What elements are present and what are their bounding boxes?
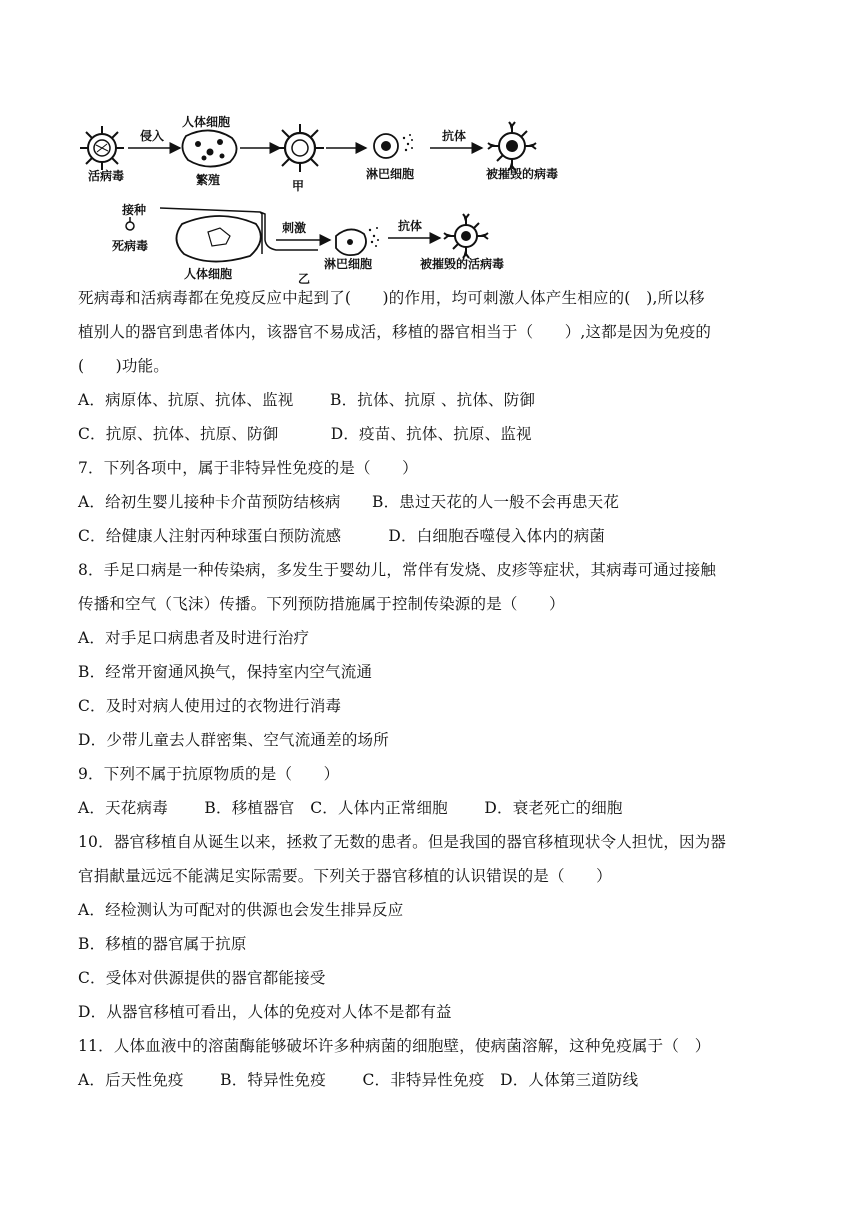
text-line: D．少带儿童去人群密集、空气流通差的场所 [78, 731, 389, 749]
human-cell-2-label: 人体细胞 [184, 267, 233, 281]
destroyed-live-virus-label: 被摧毁的活病毒 [420, 257, 505, 271]
text-line: 官捐献量远远不能满足实际需要。下列关于器官移植的认识错误的是（ ） [78, 867, 612, 885]
inoculate-label: 接种 [122, 203, 147, 217]
text-line: 8．手足口病是一种传染病，多发生于婴幼儿，常伴有发烧、皮疹等症状，其病毒可通过接触 [78, 561, 717, 579]
text-line: A．天花病毒 B．移植器官 C．人体内正常细胞 D．衰老死亡的细胞 [78, 799, 623, 817]
reproduce-label: 繁殖 [196, 173, 221, 187]
text-line: 10．器官移植自从诞生以来，拯救了无数的患者。但是我国的器官移植现状令人担忧，因为器 [78, 833, 727, 851]
text-line: ( )功能。 [78, 357, 169, 375]
text-line: B．移植的器官属于抗原 [78, 935, 247, 953]
lymphocyte-2-label: 淋巴细胞 [324, 257, 373, 271]
immune-response-diagram [70, 100, 630, 285]
yi-label: 乙 [298, 272, 311, 285]
human-cell-reproduce-icon [182, 130, 236, 166]
invade-label: 侵入 [140, 129, 165, 143]
dead-virus-label: 死病毒 [112, 239, 149, 253]
text-line: C．受体对供源提供的器官都能接受 [78, 969, 326, 987]
antibody-2-label: 抗体 [398, 219, 423, 233]
human-cell-2-icon [176, 216, 260, 262]
text-line: B．经常开窗通风换气，保持室内空气流通 [78, 663, 373, 681]
text-line: A．后天性免疫 B．特异性免疫 C．非特异性免疫 D．人体第三道防线 [78, 1071, 639, 1089]
text-line: D．从器官移植可看出，人体的免疫对人体不是都有益 [78, 1003, 452, 1021]
destroyed-virus-label: 被摧毁的病毒 [486, 167, 559, 181]
question-text-block [78, 286, 798, 1102]
stimulate-label: 刺激 [282, 221, 307, 235]
destroyed-live-virus-icon [444, 214, 488, 258]
text-line: 9．下列不属于抗原物质的是（ ） [78, 765, 340, 783]
antibody-label: 抗体 [442, 129, 467, 143]
lymphocyte-label: 淋巴细胞 [366, 167, 415, 181]
text-line: A．对手足口病患者及时进行治疗 [78, 629, 310, 647]
lymphocyte-icon [374, 134, 413, 158]
live-virus-label: 活病毒 [88, 169, 125, 183]
human-cell-label: 人体细胞 [182, 115, 231, 129]
text-line: C．给健康人注射丙种球蛋白预防流感 D．白细胞吞噬侵入体内的病菌 [78, 527, 606, 545]
live-virus-icon [80, 126, 124, 170]
lymphocyte-2-icon [336, 227, 379, 255]
text-line: 11．人体血液中的溶菌酶能够破坏许多种病菌的细胞壁，使病菌溶解，这种免疫属于（ ） [78, 1037, 711, 1055]
infected-cell-icon [276, 124, 324, 172]
text-line: A．病原体、抗原、抗体、监视 B．抗体、抗原 、抗体、防御 [78, 391, 536, 409]
text-line: A．给初生婴儿接种卡介苗预防结核病 B．患过天花的人一般不会再患天花 [78, 493, 620, 511]
text-line: A．经检测认为可配对的供源也会发生排异反应 [78, 901, 404, 919]
jia-label: 甲 [292, 179, 305, 193]
destroyed-virus-icon [488, 122, 536, 170]
text-line: C．抗原、抗体、抗原、防御 D．疫苗、抗体、抗原、监视 [78, 425, 532, 443]
text-line: 死病毒和活病毒都在免疫反应中起到了( )的作用，均可刺激人体产生相应的( ),所以移 [78, 289, 705, 307]
text-line: C．及时对病人使用过的衣物进行消毒 [78, 697, 342, 715]
text-line: 传播和空气（飞沫）传播。下列预防措施属于控制传染源的是（ ） [78, 595, 565, 613]
text-line: 7．下列各项中，属于非特异性免疫的是（ ） [78, 459, 418, 477]
dead-virus-icon [126, 217, 134, 230]
text-line: 植别人的器官到患者体内，该器官不易成活，移植的器官相当于（ ）,这都是因为免疫的 [78, 323, 712, 341]
